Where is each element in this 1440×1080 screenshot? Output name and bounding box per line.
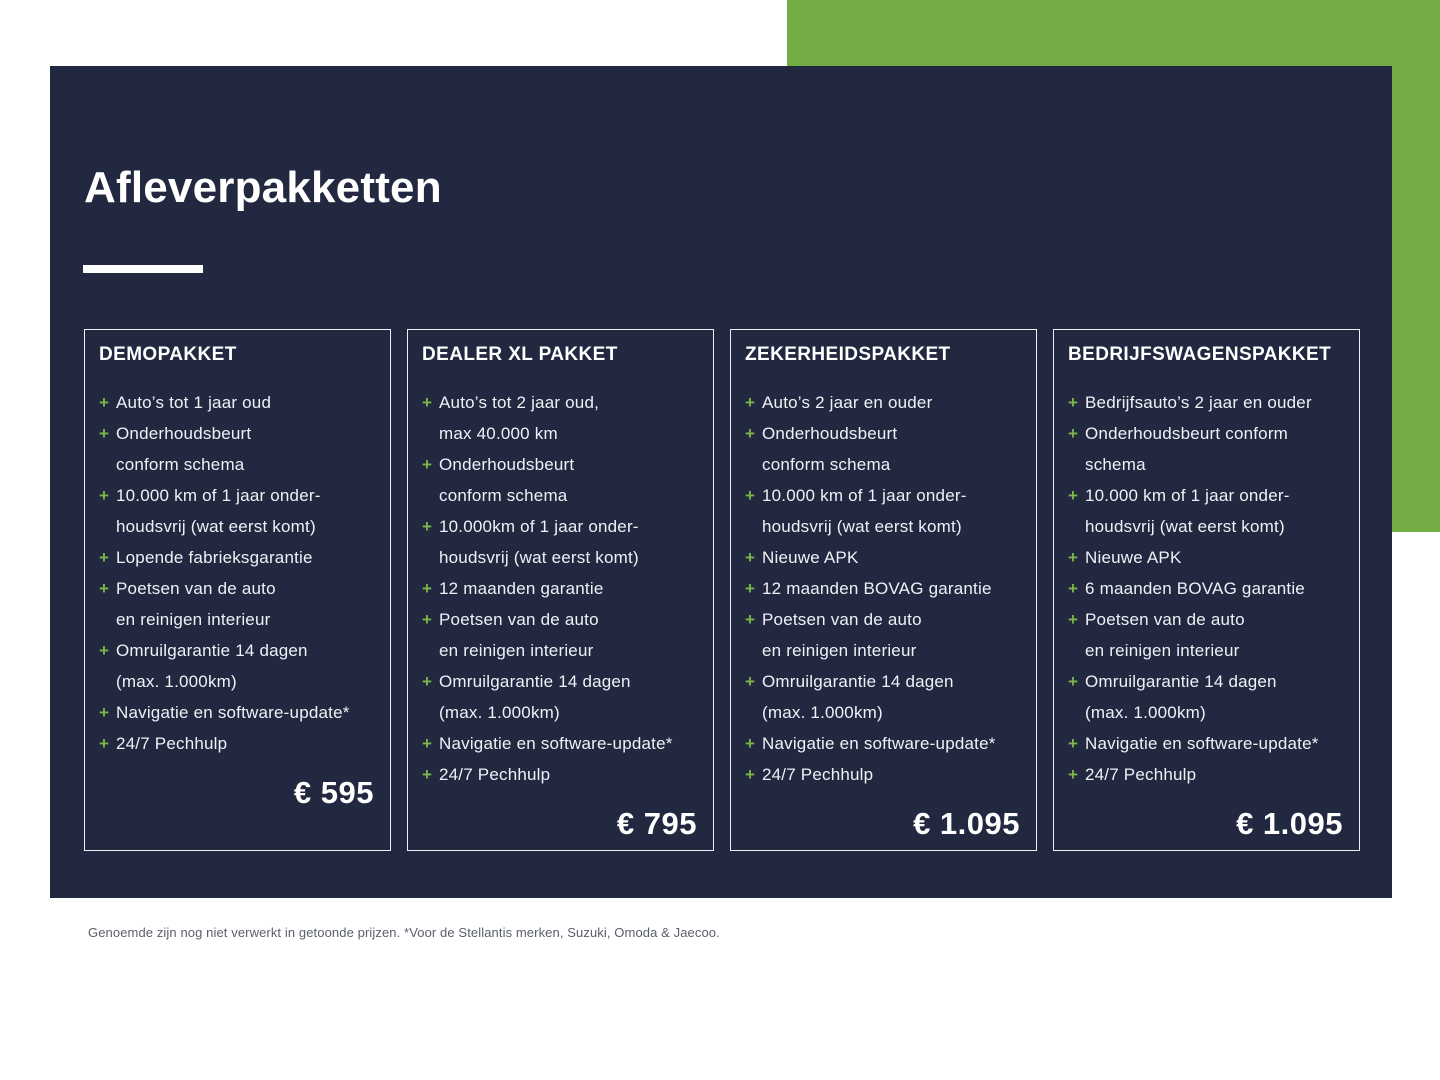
package-price: € 795 <box>616 805 697 841</box>
plus-icon: + <box>99 547 110 567</box>
plus-icon: + <box>745 609 756 629</box>
feature-text: 10.000km of 1 jaar onder- houdsvrij (wat eerst komt) <box>439 516 639 567</box>
feature-text: 24/7 Pechhulp <box>1085 764 1197 784</box>
feature-text: Poetsen van de auto en reinigen interieur <box>1085 609 1245 660</box>
feature-text: Omruilgarantie 14 dagen (max. 1.000km) <box>1085 671 1277 722</box>
plus-icon: + <box>745 671 756 691</box>
feature-text: Auto’s 2 jaar en ouder <box>762 392 933 412</box>
feature-item <box>422 728 699 759</box>
feature-text: Onderhoudsbeurt conform schema <box>439 454 575 505</box>
feature-item <box>99 387 376 418</box>
feature-text: Poetsen van de auto en reinigen interieur <box>116 578 276 629</box>
package-title: DEALER XL PAKKET <box>422 344 618 365</box>
feature-text: 12 maanden BOVAG garantie <box>762 578 992 598</box>
feature-text: 12 maanden garantie <box>439 578 604 598</box>
feature-text: 24/7 Pechhulp <box>439 764 551 784</box>
feature-text: Navigatie en software-update* <box>439 733 673 753</box>
feature-text: 24/7 Pechhulp <box>762 764 874 784</box>
feature-text: Nieuwe APK <box>1085 547 1182 567</box>
plus-icon: + <box>422 516 433 536</box>
plus-icon: + <box>745 764 756 784</box>
plus-icon: + <box>1068 547 1079 567</box>
package-price: € 1.095 <box>913 805 1020 841</box>
feature-text: Nieuwe APK <box>762 547 859 567</box>
plus-icon: + <box>745 578 756 598</box>
feature-item <box>1068 666 1345 728</box>
content-panel <box>50 66 1392 898</box>
plus-icon: + <box>745 485 756 505</box>
feature-text: Bedrijfsauto’s 2 jaar en ouder <box>1085 392 1312 412</box>
feature-item <box>99 480 376 542</box>
plus-icon: + <box>99 485 110 505</box>
feature-item <box>1068 418 1345 480</box>
plus-icon: + <box>422 764 433 784</box>
plus-icon: + <box>1068 423 1079 443</box>
feature-list <box>99 387 376 759</box>
feature-item <box>99 573 376 635</box>
plus-icon: + <box>745 392 756 412</box>
package-card <box>84 329 391 851</box>
feature-item <box>745 573 1022 604</box>
feature-text: Poetsen van de auto en reinigen interieur <box>439 609 599 660</box>
feature-text: 10.000 km of 1 jaar onder- houdsvrij (wat eerst komt) <box>1085 485 1290 536</box>
plus-icon: + <box>99 392 110 412</box>
feature-item <box>1068 604 1345 666</box>
plus-icon: + <box>1068 764 1079 784</box>
feature-item <box>422 511 699 573</box>
feature-item <box>745 480 1022 542</box>
feature-item <box>99 542 376 573</box>
feature-item <box>1068 759 1345 790</box>
feature-item <box>1068 573 1345 604</box>
package-card <box>730 329 1037 851</box>
plus-icon: + <box>745 733 756 753</box>
package-title: DEMOPAKKET <box>99 344 237 365</box>
feature-item <box>422 759 699 790</box>
feature-item <box>99 418 376 480</box>
feature-text: Omruilgarantie 14 dagen (max. 1.000km) <box>116 640 308 691</box>
feature-text: Auto’s tot 1 jaar oud <box>116 392 272 412</box>
feature-item <box>99 728 376 759</box>
plus-icon: + <box>1068 733 1079 753</box>
feature-item <box>422 604 699 666</box>
feature-item <box>99 697 376 728</box>
feature-text: Onderhoudsbeurt conform schema <box>1085 423 1289 474</box>
feature-item <box>1068 480 1345 542</box>
feature-text: Omruilgarantie 14 dagen (max. 1.000km) <box>439 671 631 722</box>
feature-text: Navigatie en software-update* <box>1085 733 1319 753</box>
feature-text: 6 maanden BOVAG garantie <box>1085 578 1305 598</box>
plus-icon: + <box>1068 392 1079 412</box>
feature-item <box>422 387 699 449</box>
feature-item <box>1068 542 1345 573</box>
feature-item <box>745 387 1022 418</box>
feature-text: Navigatie en software-update* <box>116 702 350 722</box>
feature-item <box>99 635 376 697</box>
feature-text: Auto’s tot 2 jaar oud, max 40.000 km <box>439 392 600 443</box>
feature-list <box>422 387 699 790</box>
plus-icon: + <box>745 423 756 443</box>
footnote: Genoemde zijn nog niet verwerkt in getoonde prijzen. *Voor de Stellantis merken, Suzuki, Omoda & Jaecoo. <box>88 925 720 940</box>
package-card <box>407 329 714 851</box>
plus-icon: + <box>422 733 433 753</box>
feature-item <box>745 728 1022 759</box>
plus-icon: + <box>745 547 756 567</box>
feature-item <box>1068 728 1345 759</box>
feature-text: Lopende fabrieksgarantie <box>116 547 313 567</box>
feature-text: 24/7 Pechhulp <box>116 733 228 753</box>
plus-icon: + <box>99 702 110 722</box>
feature-text: Onderhoudsbeurt conform schema <box>116 423 252 474</box>
title-underline <box>83 265 203 273</box>
feature-item <box>422 449 699 511</box>
plus-icon: + <box>99 640 110 660</box>
package-title: ZEKERHEIDSPAKKET <box>745 344 951 365</box>
feature-text: 10.000 km of 1 jaar onder- houdsvrij (wat eerst komt) <box>762 485 967 536</box>
feature-list <box>1068 387 1345 790</box>
feature-item <box>745 604 1022 666</box>
feature-item <box>422 666 699 728</box>
package-price: € 595 <box>293 774 374 810</box>
plus-icon: + <box>422 454 433 474</box>
plus-icon: + <box>422 609 433 629</box>
feature-text: Omruilgarantie 14 dagen (max. 1.000km) <box>762 671 954 722</box>
plus-icon: + <box>1068 609 1079 629</box>
package-price: € 1.095 <box>1236 805 1343 841</box>
package-card <box>1053 329 1360 851</box>
feature-item <box>1068 387 1345 418</box>
plus-icon: + <box>99 733 110 753</box>
plus-icon: + <box>99 423 110 443</box>
feature-item <box>422 573 699 604</box>
page-title: Afleverpakketten <box>84 163 442 212</box>
feature-text: Onderhoudsbeurt conform schema <box>762 423 898 474</box>
feature-text: Navigatie en software-update* <box>762 733 996 753</box>
plus-icon: + <box>1068 671 1079 691</box>
feature-item <box>745 759 1022 790</box>
feature-text: Poetsen van de auto en reinigen interieur <box>762 609 922 660</box>
feature-list <box>745 387 1022 790</box>
plus-icon: + <box>1068 485 1079 505</box>
feature-item <box>745 666 1022 728</box>
package-title: BEDRIJFSWAGENSPAKKET <box>1068 344 1332 365</box>
plus-icon: + <box>422 392 433 412</box>
package-cards <box>84 329 1360 851</box>
plus-icon: + <box>422 671 433 691</box>
feature-text: 10.000 km of 1 jaar onder- houdsvrij (wat eerst komt) <box>116 485 321 536</box>
plus-icon: + <box>1068 578 1079 598</box>
plus-icon: + <box>422 578 433 598</box>
plus-icon: + <box>99 578 110 598</box>
feature-item <box>745 418 1022 480</box>
feature-item <box>745 542 1022 573</box>
